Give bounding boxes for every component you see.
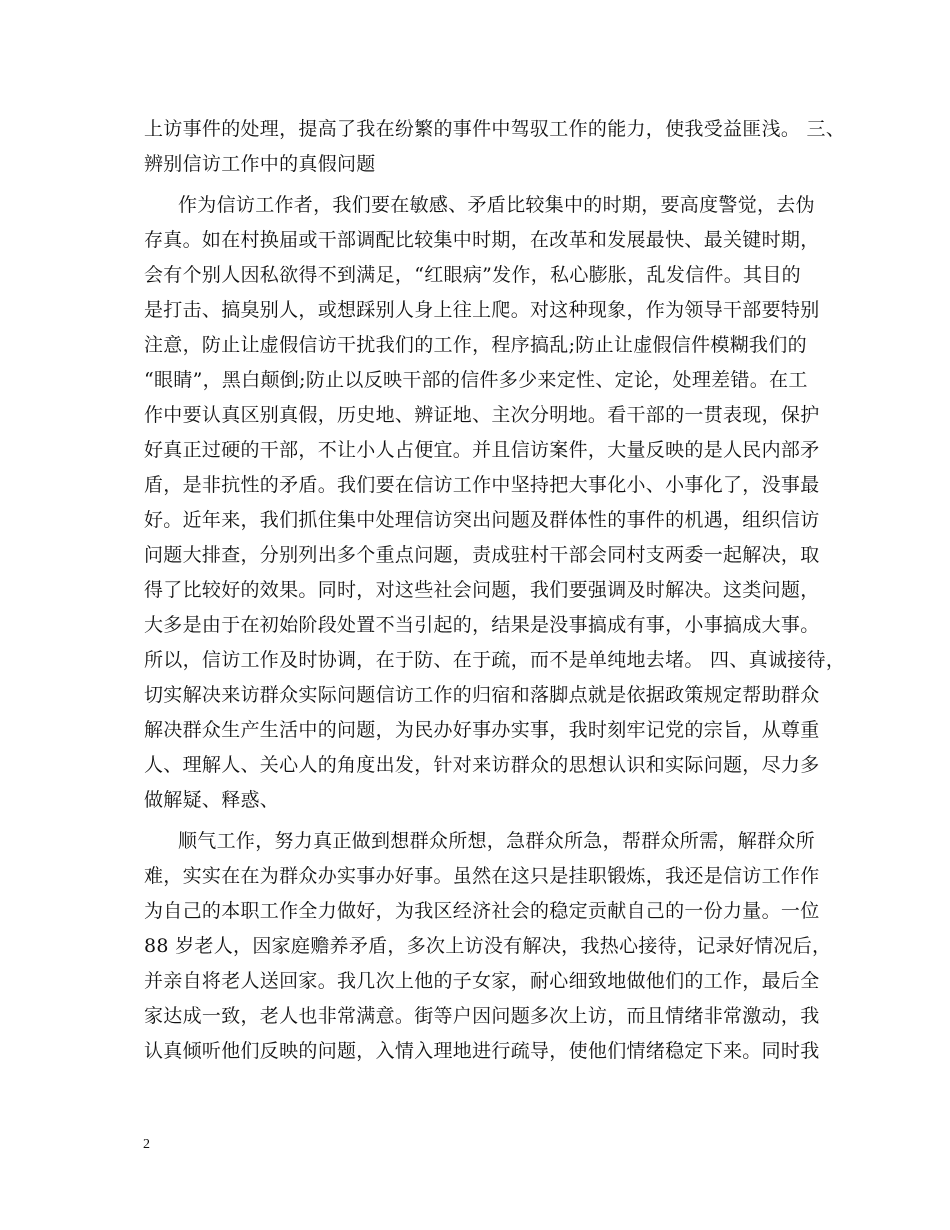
text-line: 难，实实在在为群众办实事办好事。虽然在这只是挂职锻炼，我还是信访工作作	[144, 865, 820, 887]
text-line: 做解疑、释惑、	[144, 789, 280, 811]
text-line: 家达成一致，老人也非常满意。街等户因问题多次上访，而且情绪非常激动，我	[144, 1005, 820, 1027]
text-line: 切实解决来访群众实际问题信访工作的归宿和落脚点就是依据政策规定帮助群众	[144, 684, 820, 706]
text-line: 辨别信访工作中的真假问题	[144, 153, 376, 175]
text-line: 认真倾听他们反映的问题，入情入理地进行疏导，使他们情绪稳定下来。同时我	[144, 1040, 820, 1062]
text-line: 得了比较好的效果。同时，对这些社会问题，我们要强调及时解决。这类问题，	[144, 579, 820, 601]
text-line: “眼睛”，黑白颠倒;防止以反映干部的信件多少来定性、定论，处理差错。在工	[144, 369, 808, 391]
text-line: 88 岁老人，因家庭赡养矛盾，多次上访没有解决，我热心接待，记录好情况后，	[144, 935, 832, 957]
page-number: 2	[143, 1137, 150, 1152]
text-line: 顺气工作，努力真正做到想群众所想，急群众所急，帮群众所需，解群众所	[178, 830, 815, 852]
text-line: 作中要认真区别真假，历史地、辨证地、主次分明地。看干部的一贯表现，保护	[144, 404, 820, 426]
text-line: 存真。如在村换届或干部调配比较集中时期，在改革和发展最快、最关键时期，	[144, 229, 820, 251]
text-line: 为自己的本职工作全力做好，为我区经济社会的稳定贡献自己的一份力量。一位	[144, 900, 820, 922]
text-line: 人、理解人、关心人的角度出发，针对来访群众的思想认识和实际问题，尽力多	[144, 754, 820, 776]
text-line: 上访事件的处理，提高了我在纷繁的事件中驾驭工作的能力，使我受益匪浅。 三、	[144, 118, 846, 140]
text-line: 会有个别人因私欲得不到满足，“红眼病”发作，私心膨胀，乱发信件。其目的	[144, 264, 801, 286]
text-line: 解决群众生产生活中的问题，为民办好事办实事，我时刻牢记党的宗旨，从尊重	[144, 719, 820, 741]
text-line: 是打击、搞臭别人，或想踩别人身上往上爬。对这种现象，作为领导干部要特别	[144, 299, 820, 321]
text-line: 盾，是非抗性的矛盾。我们要在信访工作中坚持把大事化小、小事化了，没事最	[144, 474, 820, 496]
text-line: 大多是由于在初始阶段处置不当引起的，结果是没事搞成有事，小事搞成大事。	[144, 614, 820, 636]
text-line: 好。近年来，我们抓住集中处理信访突出问题及群体性的事件的机遇，组织信访	[144, 509, 820, 531]
text-line: 好真正过硬的干部，不让小人占便宜。并且信访案件，大量反映的是人民内部矛	[144, 439, 820, 461]
text-line: 并亲自将老人送回家。我几次上他的子女家，耐心细致地做他们的工作，最后全	[144, 970, 820, 992]
text-line: 问题大排查，分别列出多个重点问题，责成驻村干部会同村支两委一起解决，取	[144, 544, 820, 566]
text-line: 注意，防止让虚假信访干扰我们的工作，程序搞乱;防止让虚假信件模糊我们的	[144, 334, 807, 356]
text-line: 作为信访工作者，我们要在敏感、矛盾比较集中的时期，要高度警觉，去伪	[178, 194, 815, 216]
text-line: 所以，信访工作及时协调，在于防、在于疏，而不是单纯地去堵。 四、真诚接待，	[144, 649, 846, 671]
